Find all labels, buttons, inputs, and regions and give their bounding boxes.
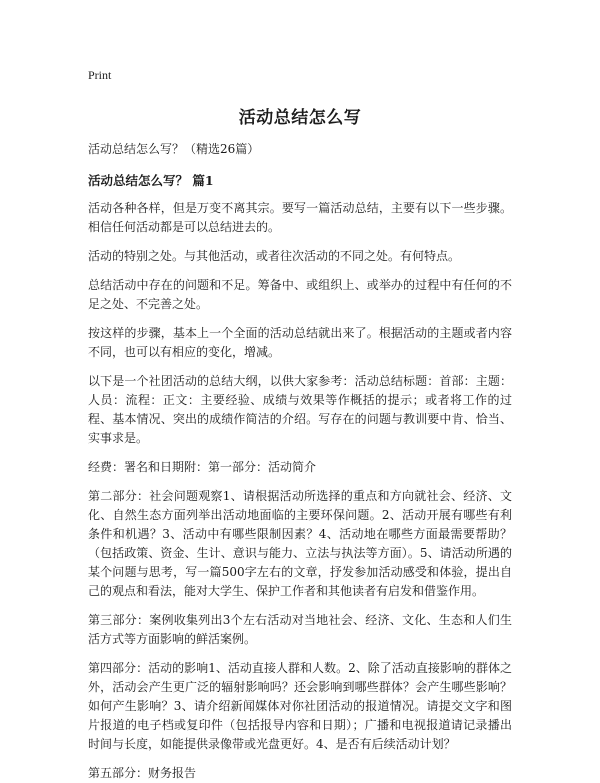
paragraph-outline: 以下是一个社团活动的总结大纲，以供大家参考：活动总结标题：首部：主题：人员：流程：正文：主要经验、成绩与效果等作概括的提示；或者将工作的过程、基本情况、突出的成绩作简洁的介绍。写存在的问题与教训要中肯、恰当、实事求是。 [88,374,512,445]
paragraph-part-five: 第五部分：财务报告 [88,766,197,780]
paragraph-part-one: 经费：署名和日期附：第一部分：活动简介 [88,460,317,474]
paragraph-part-three: 第三部分：案例收集列出3个左右活动对当地社会、经济、文化、生态和人们生活方式等方面影响的鲜活案例。 [88,613,512,646]
paragraph-part-two: 第二部分：社会问题观察1、请根据活动所选择的重点和方向就社会、经济、文化、自然生态方面列举出活动地面临的主要环保问题。2、活动开展有哪些有利条件和机遇？3、活动中有哪些限制因素？4、活动地在哪些方面最需要帮助？（包括政策、资金、生计、意识与能力、立法与执法等方面）。5、请活动所遇的某个问题与思考，写一篇500字左右的文章，抒发参加活动感受和体验，提出自己的观点和看法，能对大学生、保护工作者和其他读者有启发和借鉴作用。 [88,489,512,598]
document-title: 活动总结怎么写 [238,108,362,128]
paragraph-intro: 活动各种各样，但是万变不离其宗。要写一篇活动总结，主要有以下一些步骤。相信任何活动都是可以总结进去的。 [88,201,512,234]
paragraph-features: 活动的特别之处。与其他活动，或者往次活动的不同之处。有何特点。 [88,249,461,263]
print-link[interactable]: Print [88,68,112,82]
paragraph-steps: 按这样的步骤，基本上一个全面的活动总结就出来了。根据活动的主题或者内容不同，也可以有相应的变化，增减。 [88,326,512,359]
paragraph-part-four: 第四部分：活动的影响1、活动直接人群和人数。2、除了活动直接影响的群体之外，活动会产生更广泛的辐射影响吗？还会影响到哪些群体？会产生哪些影响？如何产生影响？3、请介绍新闻媒体对你社团活动的报道情况。请提交文字和图片报道的电子档或复印件（包括报导内容和日期）；广播和电视报道请记录播出时间与长度，如能提供录像带或光盘更好。4、是否有后续活动计划？ [88,661,512,751]
document-subtitle: 活动总结怎么写？（精选26篇） [88,142,260,156]
paragraph-problems: 总结活动中存在的问题和不足。筹备中、或组织上、或举办的过程中有任何的不足之处、不完善之处。 [88,278,512,311]
section-heading: 活动总结怎么写？ 篇1 [88,173,214,188]
